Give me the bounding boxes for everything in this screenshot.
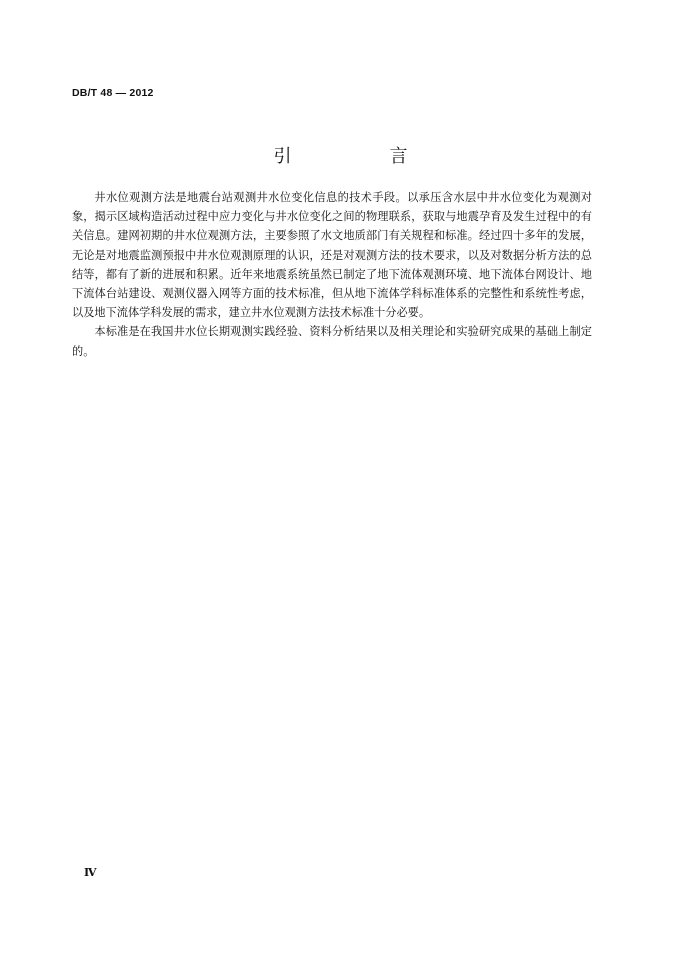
body-text xyxy=(72,188,592,361)
page-title: 引 言 xyxy=(273,146,448,167)
paragraph: 井水位观测方法是地震台站观测井水位变化信息的技术手段。以承压含水层中井水位变化为观测对象，揭示区域构造活动过程中应力变化与井水位变化之间的物理联系，获取与地震孕育及发生过程中的有关信息。建网初期的井水位观测方法，主要参照了水文地质部门有关规程和标准。经过四十多年的发展，无论是对地震监测预报中井水位观测原理的认识，还是对观测方法的技术要求，以及对数据分析方法的总结等，都有了新的进展和积累。近年来地震系统虽然已制定了地下流体观测环境、地下流体台网设计、地下流体台站建设、观测仪器入网等方面的技术标准，但从地下流体学科标准体系的完整性和系统性考虑，以及地下流体学科发展的需求，建立井水位观测方法技术标准十分必要。 xyxy=(72,191,592,320)
paragraph: 本标准是在我国井水位长期观测实践经验、资料分析结果以及相关理论和实验研究成果的基础上制定的。 xyxy=(72,325,592,358)
page-number: Ⅳ xyxy=(84,866,97,879)
standard-code: DB/T 48 — 2012 xyxy=(72,87,154,99)
